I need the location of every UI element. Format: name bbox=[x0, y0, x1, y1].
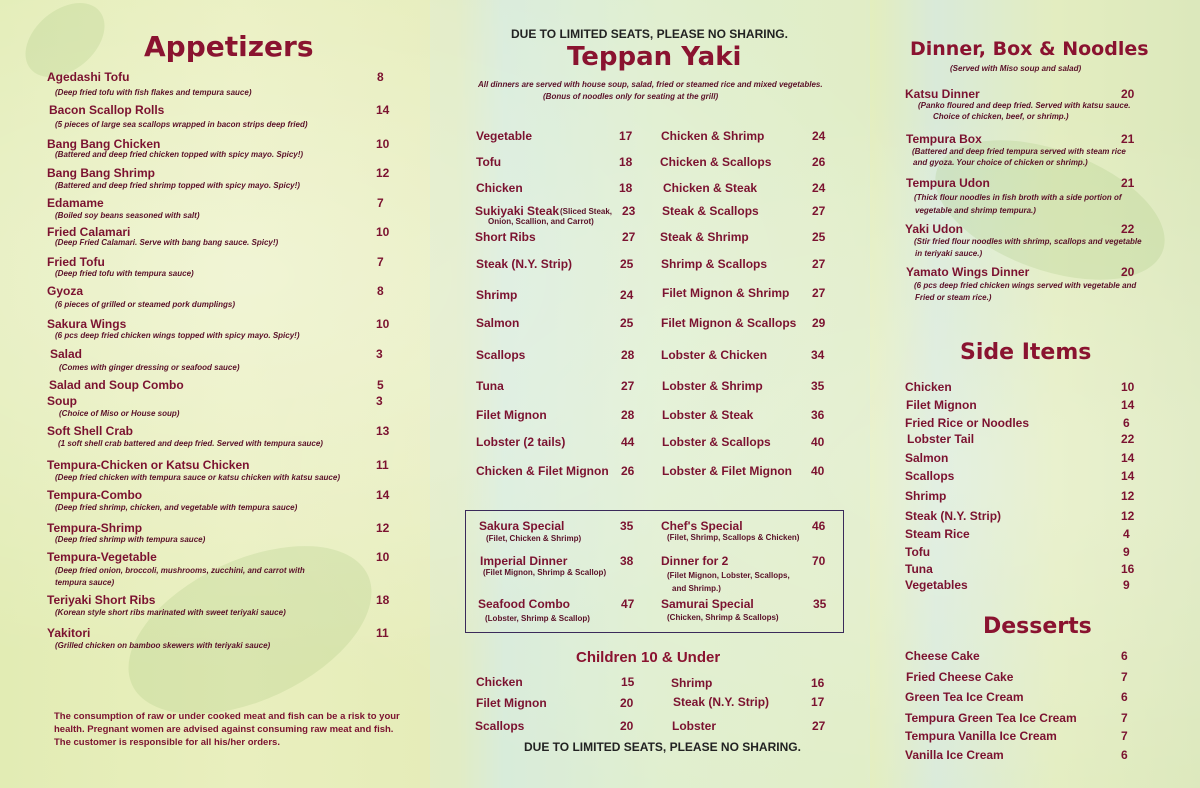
menu-item-name: Lobster & Scallops bbox=[662, 435, 771, 449]
menu-item-name: Bang Bang Shrimp bbox=[47, 166, 156, 180]
menu-item-price: 7 bbox=[1121, 670, 1128, 684]
menu-item-price: 7 bbox=[1121, 711, 1128, 725]
teppan-yaki-subtitle: (Bonus of noodles only for seating at the grill) bbox=[543, 92, 719, 101]
menu-item-price: 12 bbox=[376, 166, 390, 180]
menu-item-description: in teriyaki sauce.) bbox=[915, 249, 983, 258]
menu-item-price: 27 bbox=[812, 204, 826, 218]
menu-item-name: Salad and Soup Combo bbox=[49, 378, 184, 392]
menu-item-price: 28 bbox=[621, 348, 635, 362]
menu-item-price: 25 bbox=[812, 230, 826, 244]
menu-item-name: Fried Tofu bbox=[47, 255, 105, 269]
menu-item-name: Lobster & Chicken bbox=[661, 348, 768, 362]
menu-item-name: Soup bbox=[47, 394, 77, 408]
teppan-yaki-panel bbox=[430, 0, 870, 788]
menu-item-price: 27 bbox=[812, 286, 826, 300]
menu-item-price: 34 bbox=[811, 348, 825, 362]
menu-item-name: Cheese Cake bbox=[905, 649, 980, 663]
dinner-subtitle: (Served with Miso soup and salad) bbox=[950, 64, 1082, 73]
menu-item-description: (Choice of Miso or House soup) bbox=[59, 409, 180, 418]
menu-item-name: Sukiyaki Steak bbox=[475, 204, 560, 218]
menu-item-name: Chicken bbox=[476, 181, 523, 195]
menu-item-name: Chicken bbox=[476, 675, 523, 689]
menu-item-name: Fried Calamari bbox=[47, 225, 131, 239]
menu-item-name: Scallops bbox=[905, 469, 955, 483]
special-price: 46 bbox=[812, 519, 826, 533]
menu-item-description: (6 pieces of grilled or steamed pork dumplings) bbox=[55, 300, 236, 309]
menu-item-note: Onion, Scallion, and Carrot) bbox=[488, 217, 594, 226]
menu-item-price: 24 bbox=[812, 181, 826, 195]
menu-item-price: 10 bbox=[376, 550, 390, 564]
menu-item-name: Scallops bbox=[476, 348, 526, 362]
menu-item-name: Vegetables bbox=[905, 578, 968, 592]
menu-item-price: 25 bbox=[620, 257, 634, 271]
menu-item-description: (Deep fried shrimp, chicken, and vegetable with tempura sauce) bbox=[55, 503, 298, 512]
menu-item-price: 10 bbox=[376, 225, 390, 239]
menu-item-name: Chicken & Shrimp bbox=[661, 129, 765, 143]
menu-item-name: Lobster bbox=[672, 719, 717, 733]
menu-item-name: Lobster (2 tails) bbox=[476, 435, 566, 449]
menu-item-name: Teriyaki Short Ribs bbox=[47, 593, 156, 607]
menu-item-description: (Stir fried flour noodles with shrimp, scallops and vegetable bbox=[914, 237, 1142, 246]
menu-item-price: 44 bbox=[621, 435, 635, 449]
menu-item-price: 27 bbox=[812, 257, 826, 271]
menu-item-description: (Battered and deep fried tempura served with steam rice bbox=[912, 147, 1126, 156]
special-description: (Filet, Chicken & Shrimp) bbox=[486, 534, 582, 543]
side-items-title: Side Items bbox=[960, 340, 1092, 365]
menu-item-price: 20 bbox=[620, 696, 634, 710]
menu-item-price: 35 bbox=[811, 379, 825, 393]
menu-item-price: 21 bbox=[1121, 132, 1135, 146]
menu-item-price: 14 bbox=[1121, 469, 1135, 483]
menu-item-price: 36 bbox=[811, 408, 825, 422]
menu-item-name: Tempura-Vegetable bbox=[47, 550, 157, 564]
special-price: 38 bbox=[620, 554, 634, 568]
menu-item-name: Tofu bbox=[905, 545, 931, 559]
menu-item-name: Filet Mignon bbox=[476, 408, 547, 422]
menu-item-name: Steak & Shrimp bbox=[660, 230, 749, 244]
menu-item-price: 40 bbox=[811, 464, 825, 478]
menu-item-name: Chicken & Scallops bbox=[660, 155, 772, 169]
menu-item-price: 26 bbox=[812, 155, 826, 169]
menu-item-name: Tempura Vanilla Ice Cream bbox=[905, 729, 1057, 743]
menu-item-name: Shrimp bbox=[476, 288, 518, 302]
menu-item-name: Shrimp bbox=[671, 676, 713, 690]
menu-item-price: 27 bbox=[621, 379, 635, 393]
menu-item-description-continued: tempura sauce) bbox=[55, 578, 115, 587]
menu-item-price: 6 bbox=[1121, 690, 1128, 704]
menu-item-description: Fried or steam rice.) bbox=[915, 293, 992, 302]
menu-item-name: Katsu Dinner bbox=[905, 87, 980, 101]
menu-item-name: Green Tea Ice Cream bbox=[905, 690, 1024, 704]
menu-item-price: 12 bbox=[1121, 489, 1135, 503]
menu-item-name: Steak (N.Y. Strip) bbox=[673, 695, 770, 709]
desserts-title: Desserts bbox=[983, 614, 1092, 639]
menu-item-name: Gyoza bbox=[47, 284, 84, 298]
menu-item-price: 20 bbox=[1121, 87, 1135, 101]
no-sharing-notice-top: DUE TO LIMITED SEATS, PLEASE NO SHARING. bbox=[511, 27, 788, 41]
menu-item-name: Sakura Wings bbox=[47, 317, 127, 331]
menu-item-description: (Deep fried tofu with fish flakes and tempura sauce) bbox=[55, 88, 252, 97]
menu-item-name: Tempura Green Tea Ice Cream bbox=[905, 711, 1077, 725]
menu-item-name: Tuna bbox=[476, 379, 504, 393]
menu-item-price: 40 bbox=[811, 435, 825, 449]
menu-item-description: (5 pieces of large sea scallops wrapped in bacon strips deep fried) bbox=[55, 120, 308, 129]
menu-item-description: (Battered and deep fried chicken topped with spicy mayo. Spicy!) bbox=[55, 150, 304, 159]
no-sharing-notice-bottom: DUE TO LIMITED SEATS, PLEASE NO SHARING. bbox=[524, 740, 801, 754]
menu-item-price: 8 bbox=[377, 70, 384, 84]
menu-item-price: 7 bbox=[377, 255, 384, 269]
menu-item-price: 12 bbox=[376, 521, 390, 535]
menu-item-description: (Deep fried shrimp with tempura sauce) bbox=[55, 535, 206, 544]
menu-item-name: Tuna bbox=[905, 562, 933, 576]
special-price: 47 bbox=[621, 597, 635, 611]
menu-item-price: 6 bbox=[1121, 649, 1128, 663]
menu-item-description: (Comes with ginger dressing or seafood sauce) bbox=[59, 363, 240, 372]
menu-item-price: 6 bbox=[1123, 416, 1130, 430]
menu-item-price: 13 bbox=[376, 424, 390, 438]
menu-item-description: vegetable and shrimp tempura.) bbox=[915, 206, 1036, 215]
menu-item-price: 9 bbox=[1123, 578, 1130, 592]
special-price: 70 bbox=[812, 554, 826, 568]
health-warning-line: health. Pregnant women are advised against consuming raw meat and fish. bbox=[54, 724, 394, 735]
menu-item-price: 24 bbox=[620, 288, 634, 302]
menu-item-name: Steak (N.Y. Strip) bbox=[905, 509, 1002, 523]
menu-item-price: 6 bbox=[1121, 748, 1128, 762]
menu-item-price: 27 bbox=[622, 230, 636, 244]
menu-item-price: 27 bbox=[812, 719, 826, 733]
menu-item-price: 14 bbox=[376, 103, 390, 117]
menu-item-description: (Boiled soy beans seasoned with salt) bbox=[55, 211, 200, 220]
menu-item-price: 8 bbox=[377, 284, 384, 298]
menu-item-price: 20 bbox=[1121, 265, 1135, 279]
menu-item-name: Salmon bbox=[905, 451, 949, 465]
menu-item-name: Filet Mignon bbox=[906, 398, 977, 412]
menu-item-description: (Panko floured and deep fried. Served with katsu sauce. bbox=[918, 101, 1131, 110]
menu-item-name: Shrimp bbox=[905, 489, 947, 503]
menu-item-price: 7 bbox=[377, 196, 384, 210]
menu-item-name: Lobster Tail bbox=[907, 432, 975, 446]
menu-item-name: Edamame bbox=[47, 196, 104, 210]
menu-item-description: (Deep fried tofu with tempura sauce) bbox=[55, 269, 194, 278]
menu-item-name: Salmon bbox=[476, 316, 520, 330]
menu-item-price: 18 bbox=[619, 155, 633, 169]
menu-item-description: (Korean style short ribs marinated with sweet teriyaki sauce) bbox=[55, 608, 286, 617]
dinner-side-dessert-panel bbox=[870, 0, 1200, 788]
menu-item-price: 5 bbox=[377, 378, 384, 392]
special-name: Samurai Special bbox=[661, 597, 754, 611]
menu-item-name: Bacon Scallop Rolls bbox=[49, 103, 165, 117]
menu-item-price: 15 bbox=[621, 675, 635, 689]
menu-item-name: Steak & Scallops bbox=[662, 204, 759, 218]
special-name: Chef's Special bbox=[661, 519, 743, 533]
menu-item-name: Lobster & Shrimp bbox=[662, 379, 763, 393]
menu-item-price: 3 bbox=[376, 347, 383, 361]
menu-item-price: 18 bbox=[376, 593, 390, 607]
teppan-yaki-subtitle: All dinners are served with house soup, salad, fried or steamed rice and mixed vegetables. bbox=[478, 80, 823, 89]
menu-item-name: Tofu bbox=[476, 155, 502, 169]
special-description: (Lobster, Shrimp & Scallop) bbox=[485, 614, 590, 623]
menu-item-price: 25 bbox=[620, 316, 634, 330]
teppan-yaki-title: Teppan Yaki bbox=[567, 42, 742, 72]
menu-item-price: 9 bbox=[1123, 545, 1130, 559]
menu-item-name: Agedashi Tofu bbox=[47, 70, 130, 84]
menu-item-price: 16 bbox=[811, 676, 825, 690]
menu-item-name: Yaki Udon bbox=[905, 222, 964, 236]
menu-item-name: Vegetable bbox=[476, 129, 533, 143]
menu-item-price: 10 bbox=[376, 137, 390, 151]
menu-item-price: 22 bbox=[1121, 222, 1135, 236]
menu-item-name: Salad bbox=[50, 347, 83, 361]
menu-item-price: 14 bbox=[1121, 398, 1135, 412]
special-name: Imperial Dinner bbox=[480, 554, 568, 568]
menu-item-name: Tempura-Shrimp bbox=[47, 521, 143, 535]
menu-item-price: 23 bbox=[622, 204, 636, 218]
appetizers-title: Appetizers bbox=[144, 30, 314, 63]
special-description: (Chicken, Shrimp & Scallops) bbox=[667, 613, 779, 622]
menu-item-price: 18 bbox=[619, 181, 633, 195]
menu-item-price: 20 bbox=[620, 719, 634, 733]
menu-item-name: Bang Bang Chicken bbox=[47, 137, 161, 151]
menu-item-price: 16 bbox=[1121, 562, 1135, 576]
menu-item-price: 7 bbox=[1121, 729, 1128, 743]
menu-item-price: 14 bbox=[376, 488, 390, 502]
menu-item-description: (Deep fried onion, broccoli, mushrooms, zucchini, and carrot with bbox=[55, 566, 305, 575]
menu-item-price: 3 bbox=[376, 394, 383, 408]
menu-item-description: (Battered and deep fried shrimp topped with spicy mayo. Spicy!) bbox=[55, 181, 300, 190]
menu-item-price: 17 bbox=[619, 129, 633, 143]
health-warning-line: The customer is responsible for all his/her orders. bbox=[54, 737, 280, 748]
menu-item-name: Filet Mignon & Shrimp bbox=[662, 286, 790, 300]
health-warning-line: The consumption of raw or under cooked meat and fish can be a risk to your bbox=[54, 711, 400, 722]
menu-item-name: Tempura Udon bbox=[906, 176, 990, 190]
menu-item-description: (6 pcs deep fried chicken wings served with vegetable and bbox=[914, 281, 1137, 290]
menu-item-name: Scallops bbox=[475, 719, 525, 733]
menu-item-name: Tempura Box bbox=[906, 132, 982, 146]
menu-item-name: Yamato Wings Dinner bbox=[906, 265, 1030, 279]
menu-item-name: Filet Mignon & Scallops bbox=[661, 316, 797, 330]
menu-item-description: (1 soft shell crab battered and deep fried. Served with tempura sauce) bbox=[58, 439, 323, 448]
menu-item-description: (Grilled chicken on bamboo skewers with teriyaki sauce) bbox=[55, 641, 271, 650]
menu-item-name: Vanilla Ice Cream bbox=[905, 748, 1004, 762]
menu-item-price: 28 bbox=[621, 408, 635, 422]
special-description: (Filet, Shrimp, Scallops & Chicken) bbox=[667, 533, 800, 542]
menu-item-price: 24 bbox=[812, 129, 826, 143]
menu-item-price: 14 bbox=[1121, 451, 1135, 465]
menu-item-name: Short Ribs bbox=[475, 230, 536, 244]
menu-item-name: Shrimp & Scallops bbox=[661, 257, 768, 271]
menu-item-price: 22 bbox=[1121, 432, 1135, 446]
special-description: and Shrimp.) bbox=[672, 584, 721, 593]
children-menu-title: Children 10 & Under bbox=[576, 649, 721, 666]
menu-item-price: 10 bbox=[1121, 380, 1135, 394]
menu-item-price: 26 bbox=[621, 464, 635, 478]
menu-item-description: and gyoza. Your choice of chicken or shrimp.) bbox=[913, 158, 1088, 167]
special-description: (Filet Mignon, Shrimp & Scallop) bbox=[483, 568, 607, 577]
menu-item-name: Yakitori bbox=[47, 626, 91, 640]
menu-item-name: Soft Shell Crab bbox=[47, 424, 134, 438]
menu-item-price: 29 bbox=[812, 316, 826, 330]
menu-item-price: 21 bbox=[1121, 176, 1135, 190]
special-name: Seafood Combo bbox=[478, 597, 570, 611]
menu-item-name: Fried Cheese Cake bbox=[906, 670, 1014, 684]
menu-item-description: (Thick flour noodles in fish broth with a side portion of bbox=[914, 193, 1122, 202]
menu-item-name: Chicken & Steak bbox=[663, 181, 758, 195]
menu-item-description: (Deep Fried Calamari. Serve with bang bang sauce. Spicy!) bbox=[55, 238, 279, 247]
menu-item-price: 17 bbox=[811, 695, 825, 709]
dinner-box-noodles-title: Dinner, Box & Noodles bbox=[910, 38, 1149, 60]
menu-item-description: Choice of chicken, beef, or shrimp.) bbox=[933, 112, 1069, 121]
menu-item-price: 12 bbox=[1121, 509, 1135, 523]
menu-item-name: Steak (N.Y. Strip) bbox=[476, 257, 573, 271]
menu-item-price: 11 bbox=[376, 458, 389, 472]
menu-item-name: Lobster & Filet Mignon bbox=[662, 464, 792, 478]
menu-item-name: Tempura-Combo bbox=[47, 488, 143, 502]
menu-item-note: (Sliced Steak, bbox=[560, 207, 613, 216]
menu-item-name: Fried Rice or Noodles bbox=[905, 416, 1030, 430]
special-price: 35 bbox=[813, 597, 827, 611]
menu-item-description: (Deep fried chicken with tempura sauce or katsu chicken with katsu sauce) bbox=[55, 473, 340, 482]
menu-item-price: 10 bbox=[376, 317, 390, 331]
menu-item-name: Lobster & Steak bbox=[662, 408, 754, 422]
menu-item-description: (6 pcs deep fried chicken wings topped with spicy mayo. Spicy!) bbox=[55, 331, 300, 340]
menu-item-name: Chicken & Filet Mignon bbox=[476, 464, 609, 478]
menu-item-name: Filet Mignon bbox=[476, 696, 547, 710]
appetizers-panel bbox=[0, 0, 430, 788]
menu-item-price: 11 bbox=[376, 626, 389, 640]
special-name: Sakura Special bbox=[479, 519, 565, 533]
special-description: (Filet Mignon, Lobster, Scallops, bbox=[667, 571, 790, 580]
menu-item-name: Steam Rice bbox=[905, 527, 970, 541]
menu-item-name: Tempura-Chicken or Katsu Chicken bbox=[47, 458, 250, 472]
menu-item-price: 4 bbox=[1123, 527, 1130, 541]
menu-item-name: Chicken bbox=[905, 380, 952, 394]
special-name: Dinner for 2 bbox=[661, 554, 729, 568]
special-price: 35 bbox=[620, 519, 634, 533]
